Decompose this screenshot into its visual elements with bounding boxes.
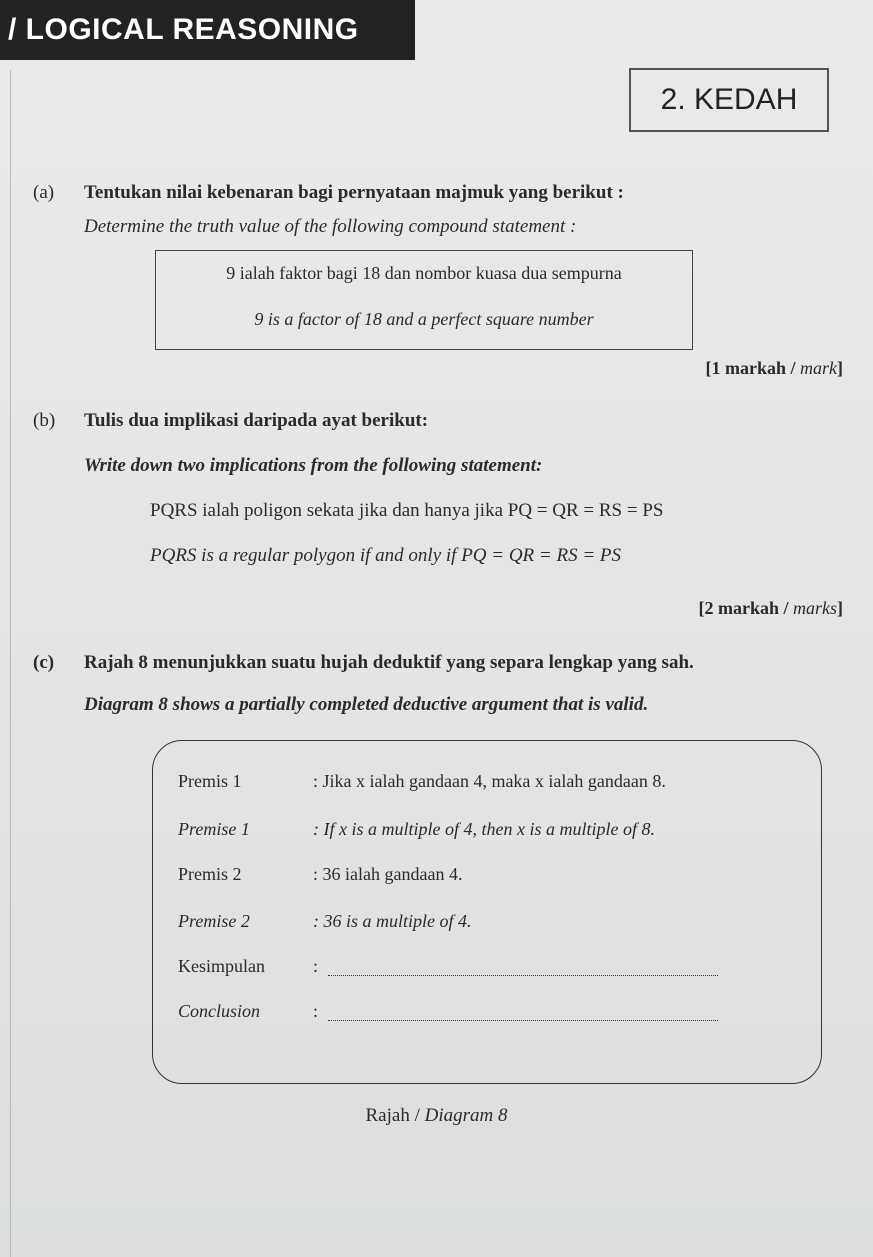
premise-1-label-malay: Premis 1 — [178, 771, 242, 791]
premise-2-text-malay: : 36 ialah gandaan 4. — [313, 864, 463, 884]
premise-2-label-english: Premise 2 — [178, 911, 250, 931]
question-b-statement-english: PQRS is a regular polygon if and only if PQ = QR = RS = PS — [150, 545, 622, 566]
section-title: / LOGICAL REASONING — [0, 0, 415, 60]
deductive-argument-box — [152, 740, 822, 1084]
question-a-label: (a) — [33, 182, 55, 203]
premise-1-text-english: : If x is a multiple of 4, then x is a multiple of 8. — [313, 819, 655, 839]
question-a-malay-prompt: Tentukan nilai kebenaran bagi pernyataan majmuk yang berikut : — [84, 182, 624, 203]
premise-2-label-malay: Premis 2 — [178, 864, 242, 884]
margin-rule — [10, 70, 11, 1257]
question-c-label: (c) — [33, 652, 55, 673]
premise-2-text-english: : 36 is a multiple of 4. — [313, 911, 472, 931]
question-a-statement-box — [155, 250, 693, 350]
question-c-english-prompt: Diagram 8 shows a partially completed deductive argument that is valid. — [84, 694, 649, 715]
diagram-caption: Rajah / Diagram 8 — [365, 1105, 508, 1126]
question-b-malay-prompt: Tulis dua implikasi daripada ayat berikut: — [84, 410, 429, 431]
premise-1-label-english: Premise 1 — [178, 819, 250, 839]
conclusion-answer-blank-malay[interactable] — [328, 974, 718, 976]
conclusion-label-english: Conclusion — [178, 1001, 261, 1021]
conclusion-answer-blank-english[interactable] — [328, 1019, 718, 1021]
question-b-statement-malay: PQRS ialah poligon sekata jika dan hanya jika PQ = QR = RS = PS — [150, 500, 664, 521]
conclusion-label-malay: Kesimpulan — [178, 956, 265, 976]
question-b-label: (b) — [33, 410, 56, 431]
question-a-statement-english: 9 is a factor of 18 and a perfect square number — [254, 309, 594, 329]
question-b-english-prompt: Write down two implications from the following statement: — [84, 455, 543, 476]
question-c-malay-prompt: Rajah 8 menunjukkan suatu hujah deduktif yang separa lengkap yang sah. — [84, 652, 694, 673]
conclusion-colon-english: : — [313, 1001, 319, 1021]
question-a-english-prompt: Determine the truth value of the following compound statement : — [84, 216, 577, 237]
question-a-marks: [1 markah / mark] — [705, 358, 843, 378]
question-b-marks: [2 markah / marks] — [698, 598, 843, 618]
premise-1-text-malay: : Jika x ialah gandaan 4, maka x ialah gandaan 8. — [313, 771, 666, 791]
conclusion-colon-malay: : — [313, 956, 319, 976]
question-a-statement-malay: 9 ialah faktor bagi 18 dan nombor kuasa dua sempurna — [226, 263, 622, 283]
state-label-box: 2. KEDAH — [629, 68, 829, 132]
